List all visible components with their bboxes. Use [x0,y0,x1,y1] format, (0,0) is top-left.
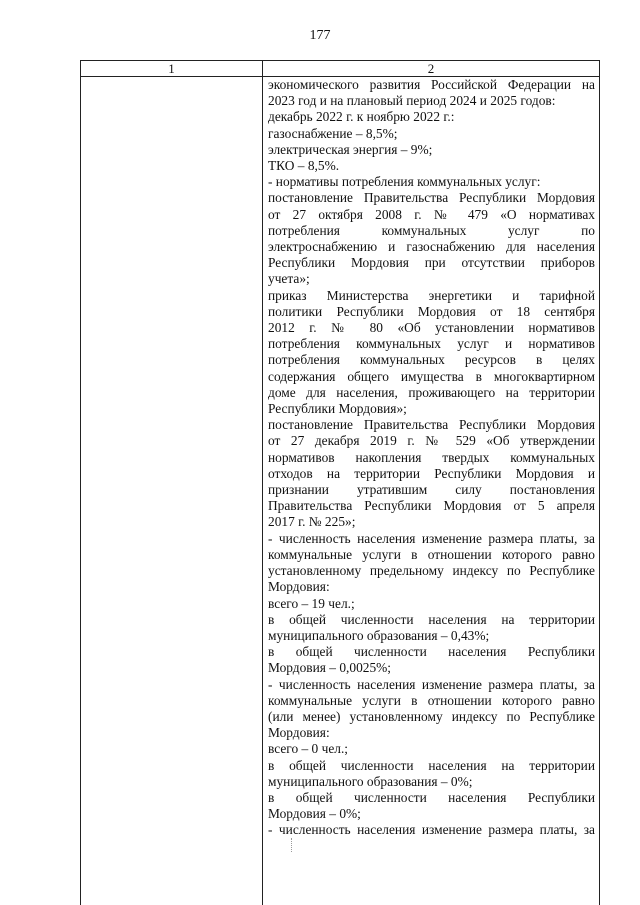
text-line: в общей численности населения на территории [268,611,595,627]
scan-mark [291,838,294,852]
text-line: электрическая энергия – 9%; [268,141,433,157]
text-line: - численность населения изменение размера платы, за [268,822,595,838]
text-line: ТКО – 8,5%. [268,158,340,174]
text-line: коммунальные услуги в отношении которого равно [268,546,595,562]
text-line: в общей численности населения Республики [268,789,595,805]
text-line: Республики Мордовия при отсутствии приборов [268,255,595,271]
text-line: учета»; [268,271,310,287]
table-body-row [81,77,599,905]
text-line: экономического развития Российской Федерации на [268,77,595,92]
column-2-cell [263,77,599,905]
text-line: постановление Правительства Республики Мордовия [268,417,595,433]
table-header-row [81,61,599,77]
text-line: - нормативы потребления коммунальных услуг: [268,174,541,190]
text-line: 2012 г. № 80 «Об установлении нормативов [268,320,595,336]
text-line: коммунальные услуги в отношении которого равно [268,692,595,708]
text-line: (или менее) установленному индексу по Республике [268,708,595,724]
column-1-header: 1 [81,61,263,76]
text-line: установленному предельному индексу по Республике [268,563,595,579]
text-line: в общей численности населения Республики [268,644,595,660]
text-line: 2017 г. № 225»; [268,514,356,530]
text-line: содержания общего имущества в многоквартирном [268,368,595,384]
text-line: - численность населения изменение размера платы, за [268,530,595,546]
text-line: Республики Мордовия»; [268,401,407,417]
text-line: признании утратившим силу постановления [268,482,595,498]
text-line: доме для населения, проживающего на территории [268,384,595,400]
text-line: отходов на территории Республики Мордовия и [268,465,595,481]
text-line: потребления коммунальных услуг по [268,222,595,238]
document-table [80,60,600,905]
text-line: в общей численности населения на территории [268,757,595,773]
text-line: всего – 19 чел.; [268,595,355,611]
text-line: 2023 год и на плановый период 2024 и 2025 годов: [268,93,556,109]
text-line: газоснабжение – 8,5%; [268,125,398,141]
column-1-cell [81,77,263,905]
text-line: нормативов накопления твердых коммунальных [268,449,595,465]
text-line: потребления коммунальных ресурсов в целях [268,352,595,368]
text-line: Мордовия: [268,725,330,741]
text-line: от 27 октября 2008 г. № 479 «О нормативах [268,206,595,222]
text-line: политики Республики Мордовия от 18 сентября [268,303,595,319]
text-line: декабрь 2022 г. к ноябрю 2022 г.: [268,109,455,125]
page-number: 177 [309,28,331,43]
text-line: всего – 0 чел.; [268,741,349,757]
text-line: Мордовия – 0%; [268,806,361,822]
text-line: электроснабжению и газоснабжению для населения [268,239,595,255]
text-line: Правительства Республики Мордовия от 5 апреля [268,498,595,514]
text-line: потребления коммунальных услуг и нормативов [268,336,595,352]
text-line: Мордовия: [268,579,330,595]
text-line: - численность населения изменение размера платы, за [268,676,595,692]
text-line: Мордовия – 0,0025%; [268,660,392,676]
text-line: от 27 декабря 2019 г. № 529 «Об утверждении [268,433,595,449]
text-line: приказ Министерства энергетики и тарифной [268,287,595,303]
text-line: муниципального образования – 0%; [268,773,473,789]
text-line: муниципального образования – 0,43%; [268,627,490,643]
text-line: постановление Правительства Республики Мордовия [268,190,595,206]
column-2-header: 2 [427,61,435,76]
